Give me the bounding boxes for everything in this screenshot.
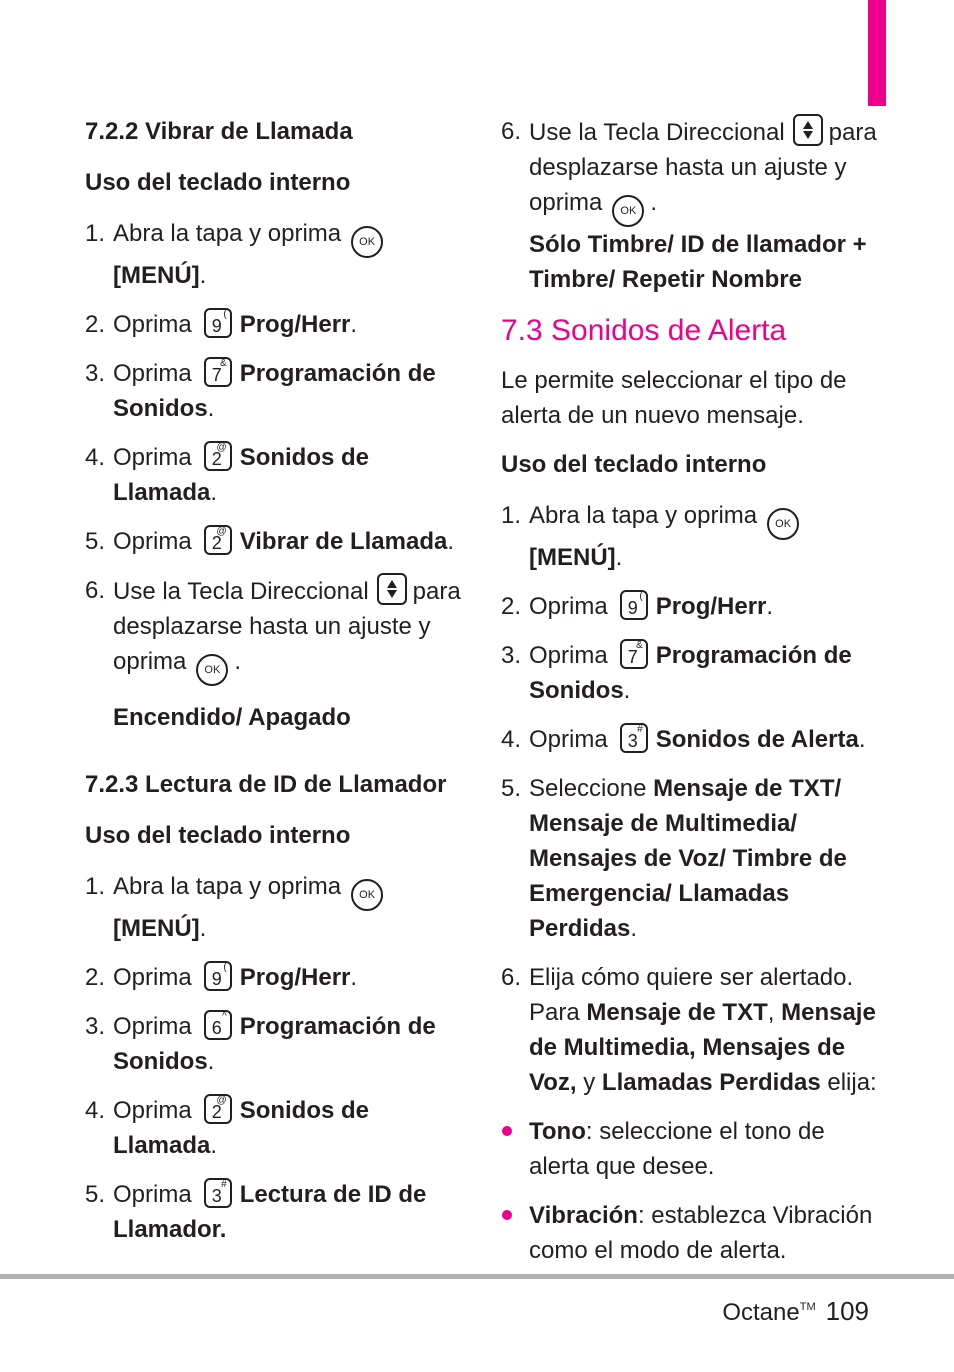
key-9-icon: 9 ( <box>204 961 232 991</box>
step-4: 4. Oprima 2 @ Sonidos de Llamada. <box>85 1095 370 1159</box>
bullet-vibracion: Vibración: establezca Vibración como el modo de alerta. <box>501 1198 881 1268</box>
step-6: 6. Elija cómo quiere ser alertado. Para Mensaje de TXT, Mensaje de Multimedia, Mensajes de Voz, y Llamadas Perdidas elija: <box>501 964 877 1096</box>
ok-key-icon: OK <box>196 654 228 686</box>
bullet-dot-icon <box>502 1210 512 1220</box>
step-4: 4. Oprima 3 # Sonidos de Alerta. <box>501 724 866 753</box>
ok-key-icon: OK <box>351 879 383 911</box>
step-2: 2. Oprima 9 ( Prog/Herr. <box>85 309 358 338</box>
section-title-sonidos-alerta: 7.3 Sonidos de Alerta <box>501 314 787 347</box>
step-4: 4. Oprima 2 @ Sonidos de Llamada. <box>85 442 370 506</box>
step-5: 5. Oprima 3 # Lectura de ID de Llamador. <box>85 1179 427 1243</box>
section-intro: Le permite seleccionar el tipo de alerta de un nuevo mensaje. <box>501 367 847 429</box>
step-6-continued: 6. Use la Tecla Direccional para desplazarse hasta un ajuste y oprima OK . Sólo Timbre/ ID de llamador + Timbre/ Repetir Nombre <box>501 114 881 297</box>
step-3: 3. Oprima 6 ^ Programación de Sonidos. <box>85 1011 436 1075</box>
key-2-icon: 2 @ <box>204 1094 232 1124</box>
brand-name: Octane <box>722 1299 800 1326</box>
ok-key-icon: OK <box>612 195 644 227</box>
ok-key-icon: OK <box>767 508 799 540</box>
section-tab-marker <box>868 0 886 106</box>
key-9-icon: 9 ( <box>204 308 232 338</box>
key-9-icon: 9 ( <box>620 590 648 620</box>
bullet-dot-icon <box>502 1126 512 1136</box>
options-text: Encendido/ Apagado <box>113 704 351 731</box>
page-footer <box>722 1290 869 1330</box>
footer-rule <box>0 1274 954 1279</box>
step-1: 1. Abra la tapa y oprima OK [MENÚ]. <box>501 498 881 575</box>
step-2: 2. Oprima 9 ( Prog/Herr. <box>85 962 358 991</box>
right-column <box>501 114 881 1282</box>
section-heading-vibrar: 7.2.2 Vibrar de Llamada <box>85 118 353 145</box>
step-3: 3. Oprima 7 & Programación de Sonidos. <box>501 640 852 704</box>
step-5: 5. Seleccione Mensaje de TXT/ Mensaje de Multimedia/ Mensajes de Voz/ Timbre de Emergencia/ Llamadas Perdidas. <box>501 775 847 942</box>
key-2-icon: 2 @ <box>204 525 232 555</box>
trademark: TM <box>799 1301 816 1313</box>
subheading-teclado: Uso del teclado interno <box>85 169 351 196</box>
step-1: 1. Abra la tapa y oprima OK [MENÚ]. <box>85 869 465 946</box>
ok-key-icon: OK <box>351 226 383 258</box>
key-3-icon: 3 # <box>620 723 648 753</box>
step-1: 1. Abra la tapa y oprima OK [MENÚ]. <box>85 216 465 293</box>
navigation-key-icon <box>377 573 407 605</box>
subheading-teclado: Uso del teclado interno <box>501 451 767 478</box>
key-6-icon: 6 ^ <box>204 1010 232 1040</box>
step-3: 3. Oprima 7 & Programación de Sonidos. <box>85 358 436 422</box>
key-2-icon: 2 @ <box>204 441 232 471</box>
navigation-key-icon <box>793 114 823 146</box>
left-column <box>85 114 465 1261</box>
subheading-teclado: Uso del teclado interno <box>85 822 351 849</box>
key-7-icon: 7 & <box>620 639 648 669</box>
step-2: 2. Oprima 9 ( Prog/Herr. <box>501 591 774 620</box>
key-7-icon: 7 & <box>204 357 232 387</box>
section-heading-lectura: 7.2.3 Lectura de ID de Llamador <box>85 771 447 798</box>
step-5: 5. Oprima 2 @ Vibrar de Llamada. <box>85 526 455 555</box>
page-number: 109 <box>825 1296 869 1326</box>
step-6: 6. Use la Tecla Direccional para desplazarse hasta un ajuste y oprima OK . <box>85 573 465 686</box>
key-3-icon: 3 # <box>204 1178 232 1208</box>
bullet-tono: Tono: seleccione el tono de alerta que desee. <box>501 1114 881 1184</box>
